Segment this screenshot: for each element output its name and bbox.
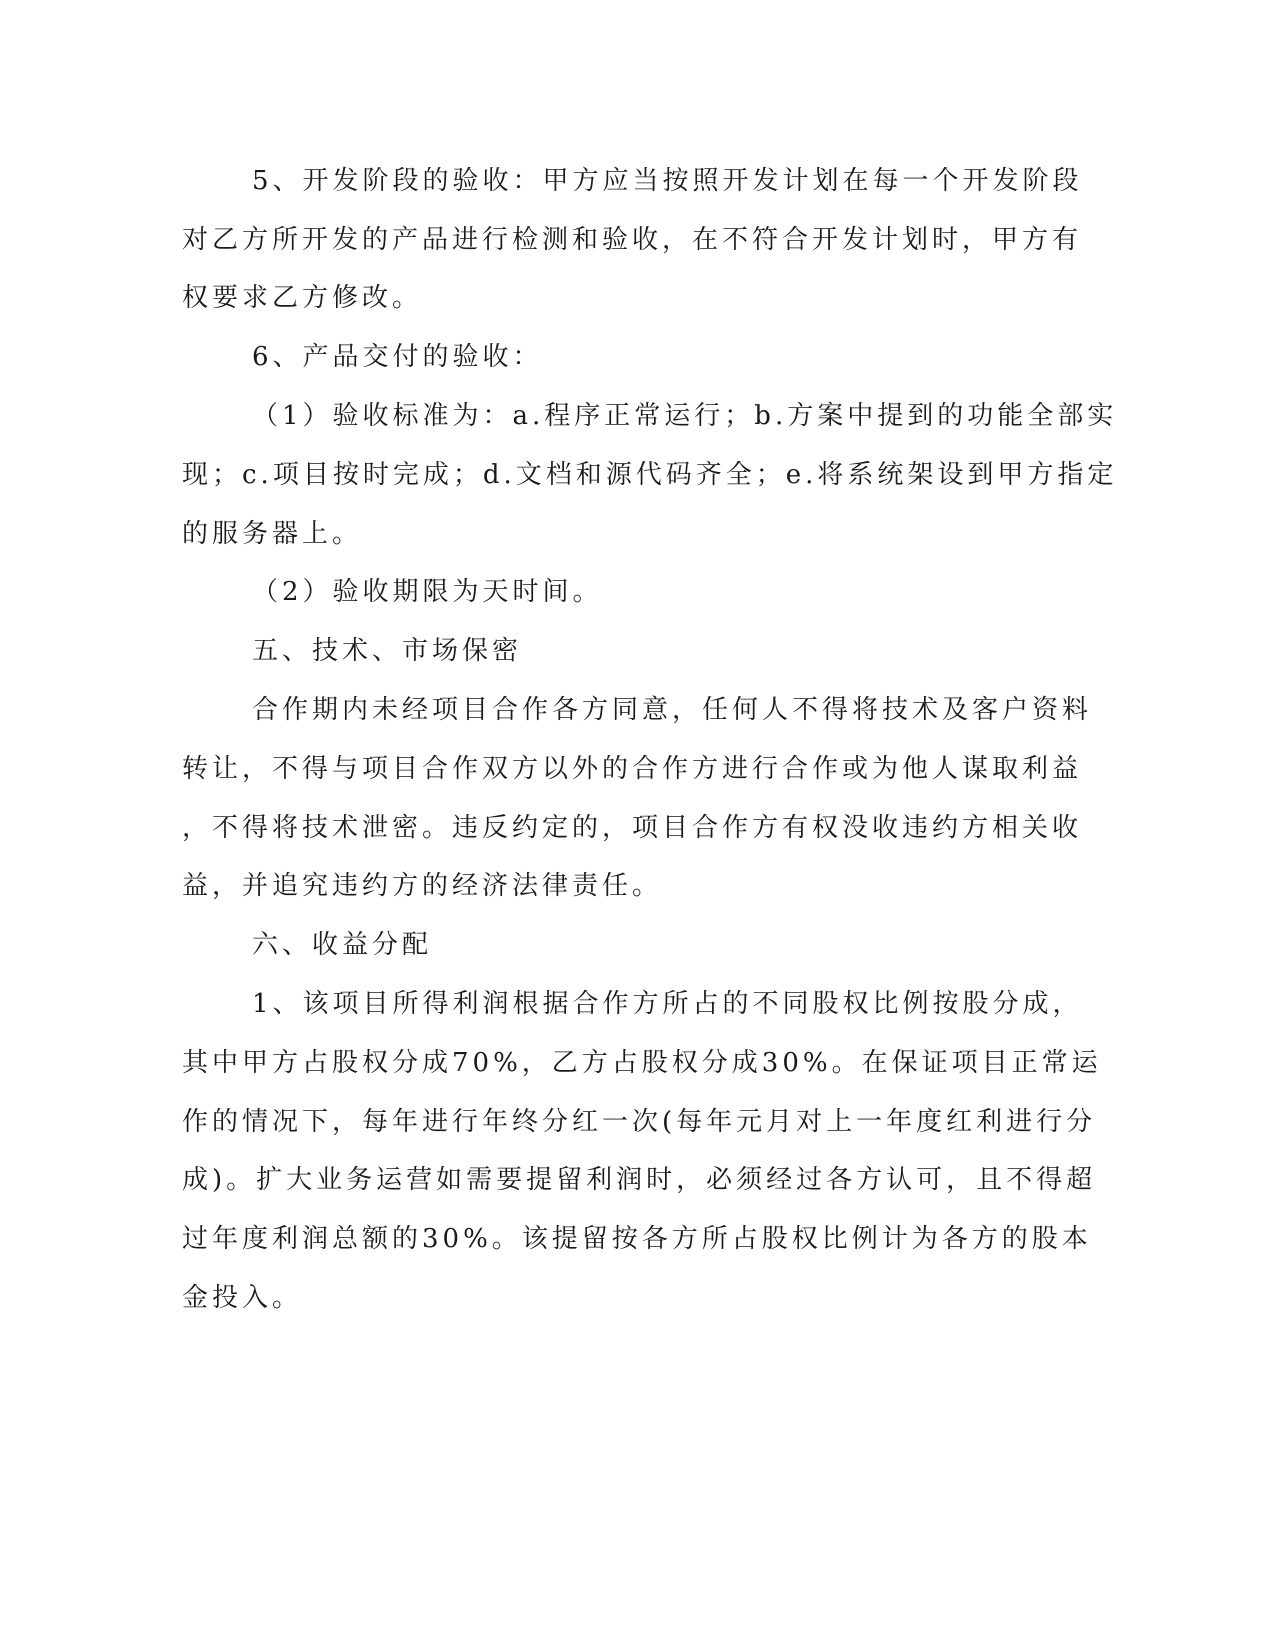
para-line: 成)。扩大业务运营如需要提留利润时，必须经过各方认可，且不得超 xyxy=(182,1165,1097,1195)
section-heading: 五、技术、市场保密 xyxy=(252,636,523,666)
section-heading: 六、收益分配 xyxy=(252,930,433,960)
para-line: 其中甲方占股权分成70%，乙方占股权分成30%。在保证项目正常运 xyxy=(182,1048,1102,1078)
para-line: 作的情况下，每年进行年终分红一次(每年元月对上一年度红利进行分 xyxy=(182,1107,1097,1137)
para-line: （2）验收期限为天时间。 xyxy=(252,577,603,607)
para-line: 过年度利润总额的30%。该提留按各方所占股权比例计为各方的股本 xyxy=(182,1224,1092,1254)
para-line: （1）验收标准为：a.程序正常运行；b.方案中提到的功能全部实 xyxy=(252,401,1118,431)
para-line: 对乙方所开发的产品进行检测和验收，在不符合开发计划时，甲方有 xyxy=(182,225,1083,255)
para-line: 6、产品交付的验收： xyxy=(252,342,543,372)
para-line: 现；c.项目按时完成；d.文档和源代码齐全；e.将系统架设到甲方指定 xyxy=(182,460,1118,490)
para-line: 金投入。 xyxy=(182,1283,303,1313)
para-line: 益，并追究违约方的经济法律责任。 xyxy=(182,871,663,901)
para-line: 合作期内未经项目合作各方同意，任何人不得将技术及客户资料 xyxy=(252,695,1093,725)
para-line: 1、该项目所得利润根据合作方所占的不同股权比例按股分成， xyxy=(252,989,1083,1019)
para-line: 的服务器上。 xyxy=(182,519,363,549)
para-line: ，不得将技术泄密。违反约定的，项目合作方有权没收违约方相关收 xyxy=(182,813,1083,843)
para-line: 权要求乙方修改。 xyxy=(182,283,423,313)
para-line: 转让，不得与项目合作双方以外的合作方进行合作或为他人谋取利益 xyxy=(182,754,1083,784)
para-line: 5、开发阶段的验收：甲方应当按照开发计划在每一个开发阶段 xyxy=(252,166,1083,196)
